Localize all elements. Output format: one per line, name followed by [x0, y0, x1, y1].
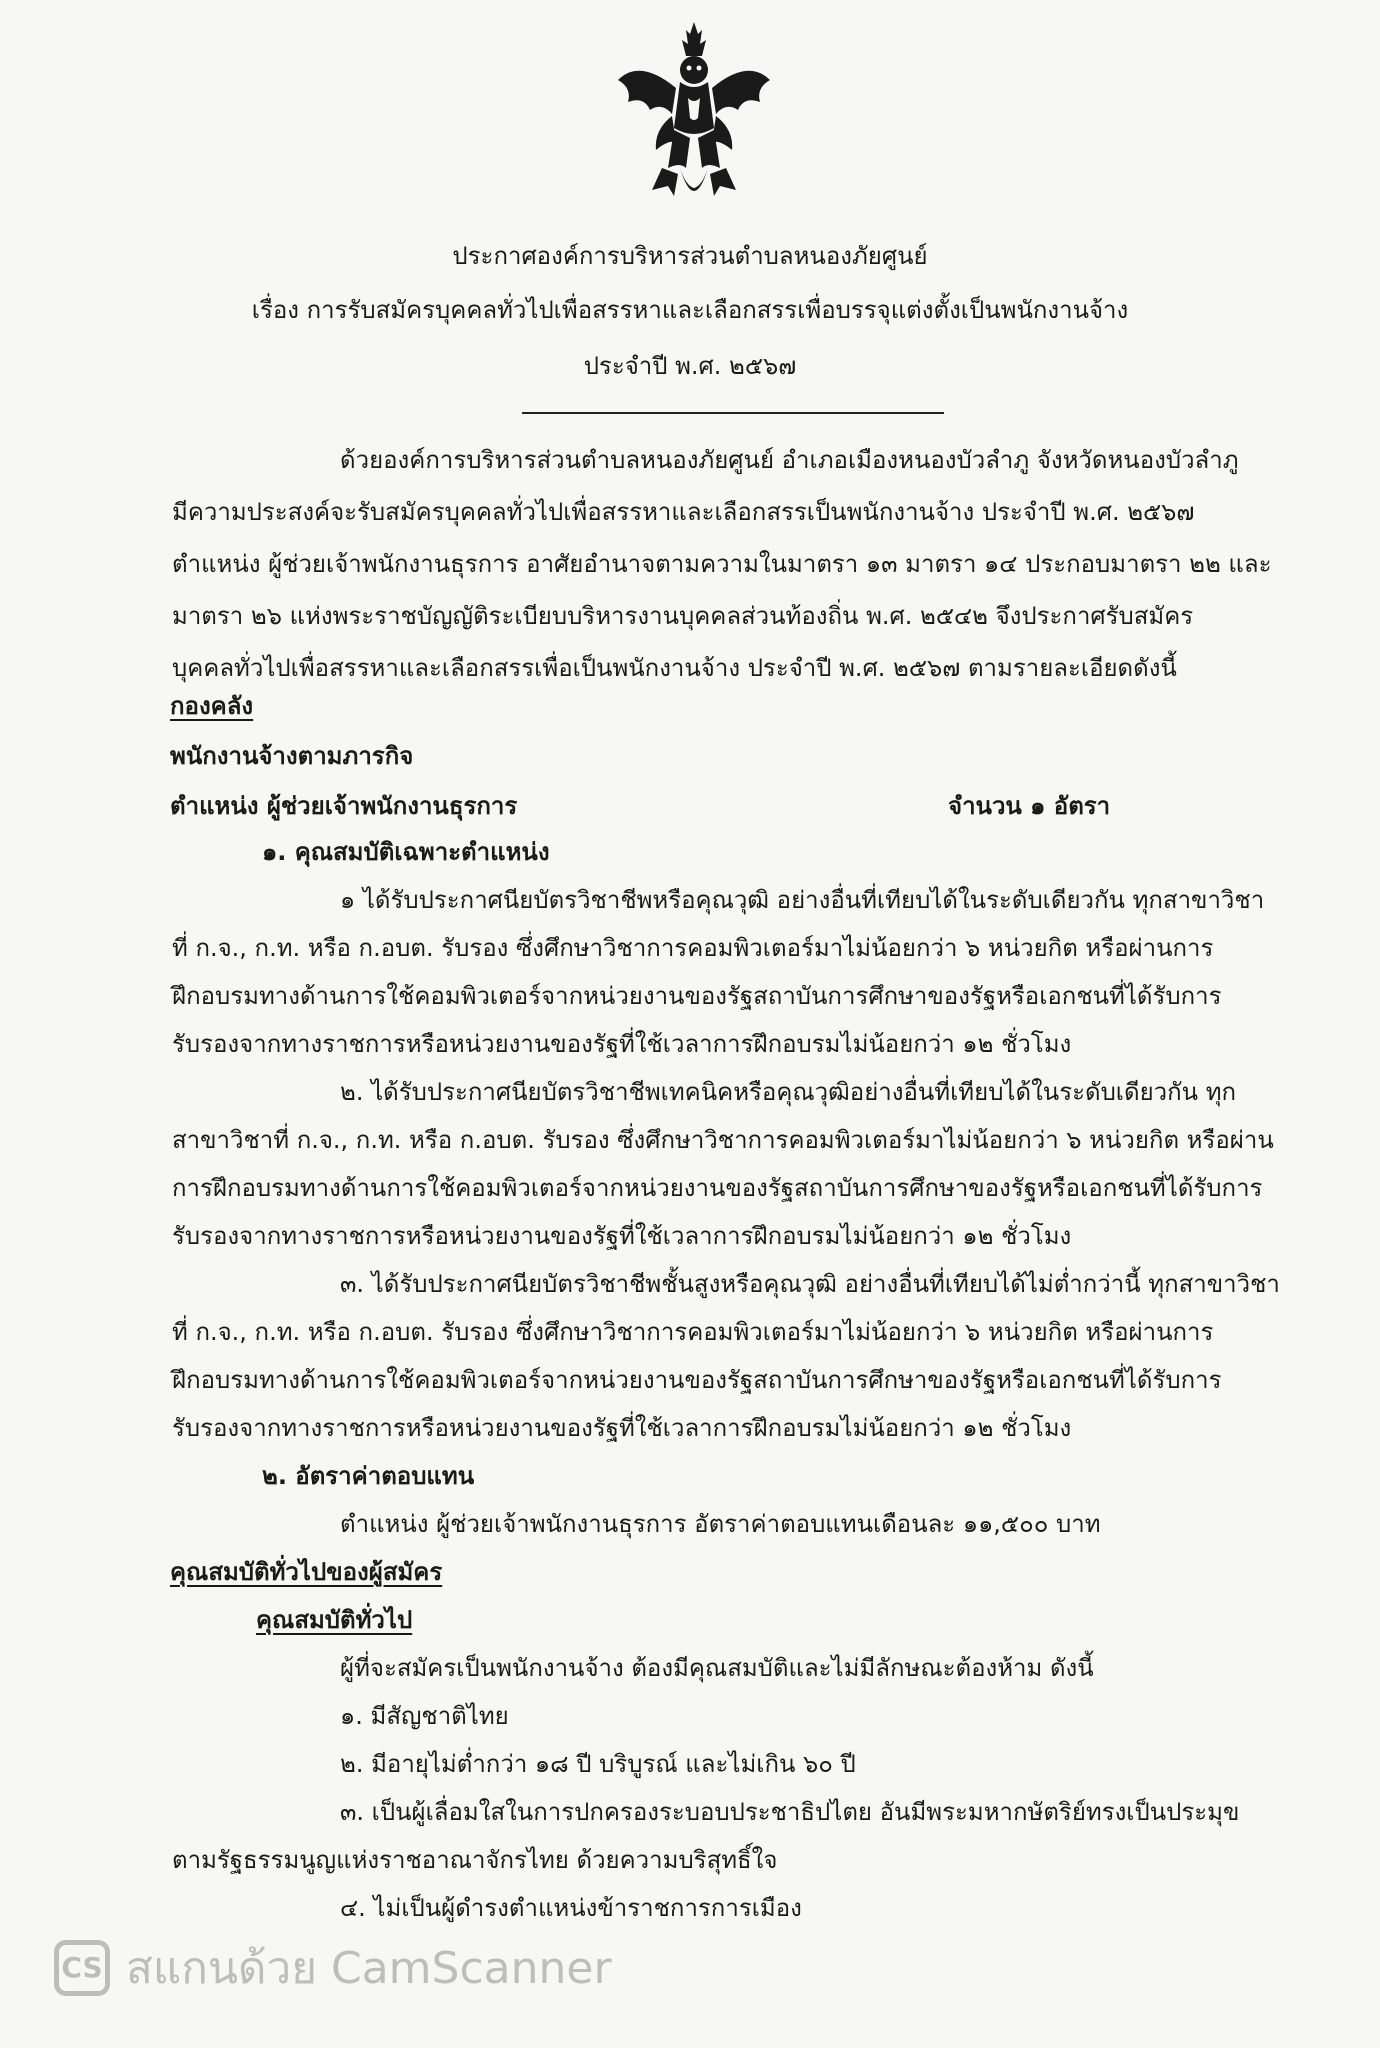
intro-line: มาตรา ๒๖ แห่งพระราชบัญญัติระเบียบบริหารงานบุคคลส่วนท้องถิ่น พ.ศ. ๒๕๔๒ จึงประกาศรับสมัคร — [172, 602, 1194, 630]
title-divider — [522, 412, 944, 414]
qualification-line: รับรองจากทางราชการหรือหน่วยงานของรัฐที่ใช้เวลาการฝึกอบรมไม่น้อยกว่า ๑๒ ชั่วโมง — [172, 1030, 1072, 1058]
intro-line: ด้วยองค์การบริหารส่วนตำบลหนองภัยศูนย์ อำเภอเมืองหนองบัวลำภู จังหวัดหนองบัวลำภู — [340, 446, 1239, 474]
doc-subject: เรื่อง การรับสมัครบุคคลทั่วไปเพื่อสรรหาและเลือกสรรเพื่อบรรจุแต่งตั้งเป็นพนักงานจ้าง — [251, 296, 1129, 324]
general-qualification: ๔. ไม่เป็นผู้ดำรงตำแหน่งข้าราชการการเมือง — [340, 1894, 802, 1922]
employee-type: พนักงานจ้างตามภารกิจ — [170, 742, 414, 770]
general-qualification: ๓. เป็นผู้เลื่อมใสในการปกครองระบอบประชาธิปไตย อันมีพระมหากษัตริย์ทรงเป็นประมุข — [340, 1798, 1240, 1826]
general-subheading: คุณสมบัติทั่วไป — [256, 1606, 413, 1634]
qualification-line: การฝึกอบรมทางด้านการใช้คอมพิวเตอร์จากหน่วยงานของรัฐสถาบันการศึกษาของรัฐหรือเอกชนที่ได้รับการ — [172, 1174, 1263, 1202]
camscanner-watermark: สแกนด้วย CamScanner — [126, 1943, 612, 1994]
qualification-line: ฝึกอบรมทางด้านการใช้คอมพิวเตอร์จากหน่วยงานของรัฐสถาบันการศึกษาของรัฐหรือเอกชนที่ได้รับการ — [172, 1366, 1222, 1394]
intro-line: มีความประสงค์จะรับสมัครบุคคลทั่วไปเพื่อสรรหาและเลือกสรรเป็นพนักงานจ้าง ประจำปี พ.ศ. ๒๕๖๗ — [172, 498, 1195, 526]
section2-heading: ๒. อัตราค่าตอบแทน — [262, 1462, 475, 1490]
general-qualification: ตามรัฐธรรมนูญแห่งราชอาณาจักรไทย ด้วยความบริสุทธิ์ใจ — [172, 1846, 778, 1874]
general-intro: ผู้ที่จะสมัครเป็นพนักงานจ้าง ต้องมีคุณสมบัติและไม่มีลักษณะต้องห้าม ดังนี้ — [340, 1654, 1094, 1682]
qualification-line: ที่ ก.จ., ก.ท. หรือ ก.อบต. รับรอง ซึ่งศึกษาวิชาการคอมพิวเตอร์มาไม่น้อยกว่า ๖ หน่วยกิต หรือผ่านการ — [172, 1318, 1214, 1346]
intro-line: ตำแหน่ง ผู้ช่วยเจ้าพนักงานธุรการ อาศัยอำนาจตามความในมาตรา ๑๓ มาตรา ๑๔ ประกอบมาตรา ๒๒ และ — [172, 550, 1272, 578]
position-count: จำนวน ๑ อัตรา — [948, 792, 1111, 820]
qualification-line: ๒. ได้รับประกาศนียบัตรวิชาชีพเทคนิคหรือคุณวุฒิอย่างอื่นที่เทียบได้ในระดับเดียวกัน ทุก — [340, 1078, 1237, 1106]
intro-line: บุคคลทั่วไปเพื่อสรรหาและเลือกสรรเพื่อเป็นพนักงานจ้าง ประจำปี พ.ศ. ๒๕๖๗ ตามรายละเอียดดังนี้ — [172, 654, 1177, 682]
doc-title: ประกาศองค์การบริหารส่วนตำบลหนองภัยศูนย์ — [452, 242, 928, 270]
qualification-line: รับรองจากทางราชการหรือหน่วยงานของรัฐที่ใช้เวลาการฝึกอบรมไม่น้อยกว่า ๑๒ ชั่วโมง — [172, 1222, 1072, 1250]
salary-line: ตำแหน่ง ผู้ช่วยเจ้าพนักงานธุรการ อัตราค่าตอบแทนเดือนละ ๑๑,๕๐๐ บาท — [340, 1510, 1101, 1538]
general-qualification: ๑. มีสัญชาติไทย — [340, 1702, 509, 1730]
garuda-emblem — [610, 18, 778, 218]
camscanner-logo-icon: CS — [54, 1940, 110, 1996]
qualification-line: ๓. ได้รับประกาศนียบัตรวิชาชีพชั้นสูงหรือคุณวุฒิ อย่างอื่นที่เทียบได้ไม่ต่ำกว่านี้ ทุกสาขาวิชา — [340, 1270, 1280, 1298]
qualification-line: ๑ ได้รับประกาศนียบัตรวิชาชีพหรือคุณวุฒิ อย่างอื่นที่เทียบได้ในระดับเดียวกัน ทุกสาขาวิชา — [340, 886, 1265, 914]
qualification-line: สาขาวิชาที่ ก.จ., ก.ท. หรือ ก.อบต. รับรอง ซึ่งศึกษาวิชาการคอมพิวเตอร์มาไม่น้อยกว่า ๖ หน่วยกิต หรือผ่าน — [172, 1126, 1274, 1154]
general-qualification: ๒. มีอายุไม่ต่ำกว่า ๑๘ ปี บริบูรณ์ และไม่เกิน ๖๐ ปี — [340, 1750, 856, 1778]
division-heading: กองคลัง — [170, 692, 254, 720]
section1-heading: ๑. คุณสมบัติเฉพาะตำแหน่ง — [262, 838, 550, 866]
qualification-line: ที่ ก.จ., ก.ท. หรือ ก.อบต. รับรอง ซึ่งศึกษาวิชาการคอมพิวเตอร์มาไม่น้อยกว่า ๖ หน่วยกิต หรือผ่านการ — [172, 934, 1214, 962]
general-heading: คุณสมบัติทั่วไปของผู้สมัคร — [170, 1558, 443, 1586]
position-title: ตำแหน่ง ผู้ช่วยเจ้าพนักงานธุรการ — [170, 792, 518, 820]
qualification-line: ฝึกอบรมทางด้านการใช้คอมพิวเตอร์จากหน่วยงานของรัฐสถาบันการศึกษาของรัฐหรือเอกชนที่ได้รับการ — [172, 982, 1222, 1010]
doc-year: ประจำปี พ.ศ. ๒๕๖๗ — [583, 352, 797, 380]
qualification-line: รับรองจากทางราชการหรือหน่วยงานของรัฐที่ใช้เวลาการฝึกอบรมไม่น้อยกว่า ๑๒ ชั่วโมง — [172, 1414, 1072, 1442]
